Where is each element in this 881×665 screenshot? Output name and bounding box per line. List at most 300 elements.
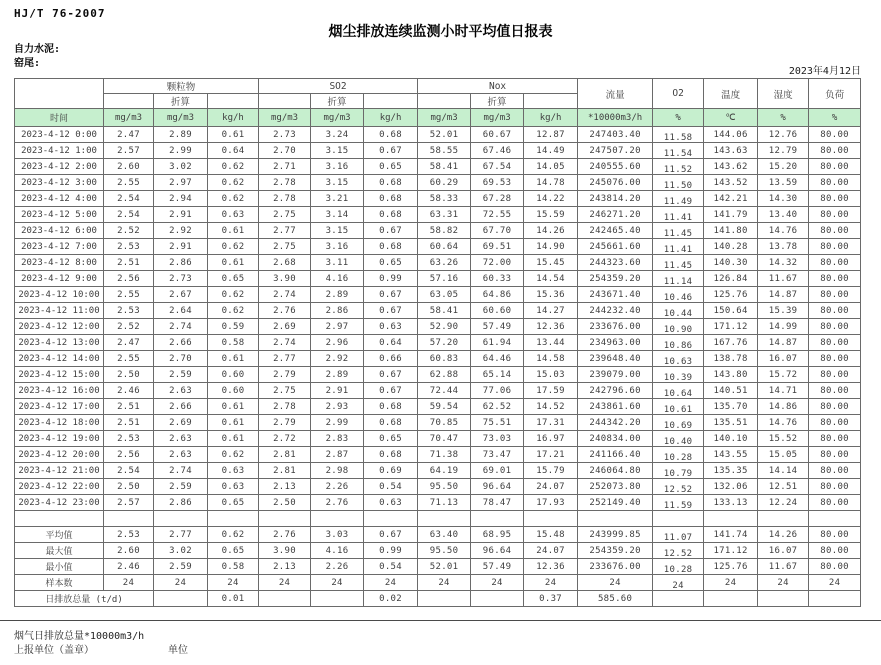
value-cell: 16.07 <box>758 351 809 367</box>
footer-divider <box>0 620 881 621</box>
data-row <box>15 127 861 143</box>
so2-group-header: SO2 <box>259 79 418 94</box>
value-cell: 10.79 <box>653 466 704 482</box>
value-cell: 80.00 <box>809 431 861 447</box>
value-cell: 60.83 <box>418 351 471 367</box>
value-cell: 80.00 <box>809 287 861 303</box>
value-cell: 0.65 <box>364 431 418 447</box>
value-cell: 3.15 <box>311 223 364 239</box>
value-cell: 2.87 <box>311 447 364 463</box>
value-cell: 14.76 <box>758 415 809 431</box>
pm-converted-unit: mg/m3 <box>154 109 208 127</box>
value-cell: 2.99 <box>154 143 208 159</box>
value-cell: 135.35 <box>704 463 758 479</box>
blank-cell <box>471 511 524 527</box>
so2-converted-header: 折算 <box>311 94 364 109</box>
value-cell: 252149.40 <box>578 495 653 511</box>
value-cell: 0.61 <box>208 431 259 447</box>
value-cell: 2.76 <box>259 303 311 319</box>
summary-value: 24 <box>758 575 809 591</box>
summary-value <box>758 591 809 607</box>
summary-value: 24 <box>578 575 653 591</box>
value-cell: 2.56 <box>104 447 154 463</box>
standard-code: HJ/T 76-2007 <box>14 7 106 20</box>
blank-cell <box>578 511 653 527</box>
value-cell: 60.60 <box>471 303 524 319</box>
value-cell: 72.00 <box>471 255 524 271</box>
summary-value <box>418 591 471 607</box>
value-cell: 10.90 <box>653 322 704 338</box>
time-cell: 2023-4-12 3:00 <box>15 175 104 191</box>
summary-value: 24 <box>418 575 471 591</box>
value-cell: 80.00 <box>809 207 861 223</box>
value-cell: 14.26 <box>524 223 578 239</box>
data-row <box>15 351 861 367</box>
value-cell: 2.89 <box>311 367 364 383</box>
value-cell: 67.70 <box>471 223 524 239</box>
value-cell: 17.21 <box>524 447 578 463</box>
value-cell: 2.72 <box>259 431 311 447</box>
time-cell: 2023-4-12 15:00 <box>15 367 104 383</box>
value-cell: 142.21 <box>704 191 758 207</box>
time-cell: 2023-4-12 6:00 <box>15 223 104 239</box>
value-cell: 0.60 <box>208 367 259 383</box>
value-cell: 0.61 <box>208 255 259 271</box>
value-cell: 14.71 <box>758 383 809 399</box>
value-cell: 0.68 <box>364 175 418 191</box>
summary-value <box>154 591 208 607</box>
value-cell: 15.39 <box>758 303 809 319</box>
value-cell: 2.74 <box>259 287 311 303</box>
value-cell: 2.73 <box>154 271 208 287</box>
value-cell: 143.52 <box>704 175 758 191</box>
value-cell: 241166.40 <box>578 447 653 463</box>
value-cell: 2.77 <box>259 223 311 239</box>
value-cell: 14.76 <box>758 223 809 239</box>
value-cell: 0.63 <box>208 207 259 223</box>
value-cell: 140.51 <box>704 383 758 399</box>
time-cell: 2023-4-12 0:00 <box>15 127 104 143</box>
value-cell: 2.92 <box>311 351 364 367</box>
value-cell: 11.59 <box>653 498 704 514</box>
value-cell: 140.10 <box>704 431 758 447</box>
time-cell: 2023-4-12 13:00 <box>15 335 104 351</box>
value-cell: 0.68 <box>364 127 418 143</box>
value-cell: 14.86 <box>758 399 809 415</box>
summary-value: 2.46 <box>104 559 154 575</box>
value-cell: 0.68 <box>364 207 418 223</box>
value-cell: 64.19 <box>418 463 471 479</box>
value-cell: 0.64 <box>208 143 259 159</box>
time-cell: 2023-4-12 14:00 <box>15 351 104 367</box>
value-cell: 58.41 <box>418 303 471 319</box>
summary-value: 2.60 <box>104 543 154 559</box>
value-cell: 80.00 <box>809 479 861 495</box>
blank-cell <box>364 94 418 109</box>
value-cell: 14.30 <box>758 191 809 207</box>
value-cell: 0.68 <box>364 191 418 207</box>
time-cell: 2023-4-12 2:00 <box>15 159 104 175</box>
value-cell: 95.50 <box>418 479 471 495</box>
value-cell: 138.78 <box>704 351 758 367</box>
summary-value: 0.02 <box>364 591 418 607</box>
summary-row <box>15 559 861 575</box>
summary-row <box>15 591 861 607</box>
value-cell: 15.72 <box>758 367 809 383</box>
summary-value: 2.77 <box>154 527 208 543</box>
value-cell: 2.86 <box>154 495 208 511</box>
value-cell: 0.65 <box>208 271 259 287</box>
value-cell: 243671.40 <box>578 287 653 303</box>
value-cell: 15.52 <box>758 431 809 447</box>
value-cell: 0.59 <box>208 319 259 335</box>
value-cell: 10.46 <box>653 290 704 306</box>
summary-value: 171.12 <box>704 543 758 559</box>
value-cell: 242465.40 <box>578 223 653 239</box>
summary-value: 80.00 <box>809 527 861 543</box>
value-cell: 0.67 <box>364 383 418 399</box>
value-cell: 70.85 <box>418 415 471 431</box>
value-cell: 10.63 <box>653 354 704 370</box>
value-cell: 80.00 <box>809 271 861 287</box>
value-cell: 244323.60 <box>578 255 653 271</box>
value-cell: 72.44 <box>418 383 471 399</box>
summary-value: 2.76 <box>259 527 311 543</box>
value-cell: 2.63 <box>154 431 208 447</box>
value-cell: 2.75 <box>259 239 311 255</box>
data-row <box>15 479 861 495</box>
data-row <box>15 319 861 335</box>
value-cell: 11.45 <box>653 226 704 242</box>
time-cell: 2023-4-12 11:00 <box>15 303 104 319</box>
value-cell: 2.47 <box>104 335 154 351</box>
value-cell: 14.54 <box>524 271 578 287</box>
summary-label: 最大值 <box>15 543 104 559</box>
value-cell: 11.58 <box>653 130 704 146</box>
value-cell: 2.53 <box>104 239 154 255</box>
value-cell: 2.94 <box>154 191 208 207</box>
value-cell: 57.49 <box>471 319 524 335</box>
load-header: 负荷 <box>809 79 861 109</box>
value-cell: 233676.00 <box>578 319 653 335</box>
value-cell: 15.79 <box>524 463 578 479</box>
summary-value: 243999.85 <box>578 527 653 543</box>
value-cell: 24.07 <box>524 479 578 495</box>
value-cell: 13.78 <box>758 239 809 255</box>
value-cell: 10.44 <box>653 306 704 322</box>
value-cell: 2.79 <box>259 367 311 383</box>
flue-gas-daily-total-label: 烟气日排放总量*10000m3/h <box>14 631 145 642</box>
value-cell: 15.05 <box>758 447 809 463</box>
value-cell: 141.80 <box>704 223 758 239</box>
data-row <box>15 143 861 159</box>
nox-group-header: Nox <box>418 79 578 94</box>
value-cell: 71.13 <box>418 495 471 511</box>
value-cell: 80.00 <box>809 303 861 319</box>
so2-converted-unit: mg/m3 <box>311 109 364 127</box>
value-cell: 2.78 <box>259 175 311 191</box>
summary-value: 0.67 <box>364 527 418 543</box>
value-cell: 10.28 <box>653 450 704 466</box>
value-cell: 73.03 <box>471 431 524 447</box>
value-cell: 80.00 <box>809 255 861 271</box>
value-cell: 2.51 <box>104 399 154 415</box>
data-row <box>15 431 861 447</box>
blank-cell <box>524 511 578 527</box>
value-cell: 80.00 <box>809 367 861 383</box>
time-cell: 2023-4-12 5:00 <box>15 207 104 223</box>
value-cell: 239079.00 <box>578 367 653 383</box>
summary-value: 3.03 <box>311 527 364 543</box>
summary-value: 0.62 <box>208 527 259 543</box>
pm-unit: mg/m3 <box>104 109 154 127</box>
blank-cell <box>154 511 208 527</box>
value-cell: 242796.60 <box>578 383 653 399</box>
pm-group-header: 颗粒物 <box>104 79 259 94</box>
value-cell: 2.68 <box>259 255 311 271</box>
value-cell: 3.15 <box>311 175 364 191</box>
value-cell: 69.51 <box>471 239 524 255</box>
value-cell: 2.97 <box>154 175 208 191</box>
value-cell: 3.11 <box>311 255 364 271</box>
value-cell: 2.75 <box>259 383 311 399</box>
value-cell: 2.55 <box>104 351 154 367</box>
value-cell: 244342.20 <box>578 415 653 431</box>
value-cell: 2.97 <box>311 319 364 335</box>
value-cell: 0.62 <box>208 159 259 175</box>
value-cell: 62.88 <box>418 367 471 383</box>
value-cell: 58.33 <box>418 191 471 207</box>
value-cell: 132.06 <box>704 479 758 495</box>
time-cell: 2023-4-12 7:00 <box>15 239 104 255</box>
summary-value: 0.99 <box>364 543 418 559</box>
value-cell: 0.62 <box>208 175 259 191</box>
value-cell: 16.97 <box>524 431 578 447</box>
value-cell: 58.41 <box>418 159 471 175</box>
value-cell: 80.00 <box>809 399 861 415</box>
value-cell: 167.76 <box>704 335 758 351</box>
value-cell: 80.00 <box>809 159 861 175</box>
value-cell: 13.44 <box>524 335 578 351</box>
value-cell: 11.45 <box>653 258 704 274</box>
value-cell: 2.46 <box>104 383 154 399</box>
value-cell: 14.90 <box>524 239 578 255</box>
summary-value: 0.65 <box>208 543 259 559</box>
time-cell: 2023-4-12 16:00 <box>15 383 104 399</box>
value-cell: 80.00 <box>809 415 861 431</box>
value-cell: 12.51 <box>758 479 809 495</box>
value-cell: 171.12 <box>704 319 758 335</box>
value-cell: 0.61 <box>208 127 259 143</box>
summary-value: 16.07 <box>758 543 809 559</box>
data-row <box>15 303 861 319</box>
summary-value: 24 <box>704 575 758 591</box>
value-cell: 80.00 <box>809 239 861 255</box>
value-cell: 52.90 <box>418 319 471 335</box>
value-cell: 17.93 <box>524 495 578 511</box>
value-cell: 2.99 <box>311 415 364 431</box>
value-cell: 2.54 <box>104 463 154 479</box>
value-cell: 10.64 <box>653 386 704 402</box>
value-cell: 143.63 <box>704 143 758 159</box>
summary-value <box>259 591 311 607</box>
summary-value: 24.07 <box>524 543 578 559</box>
value-cell: 2.74 <box>154 463 208 479</box>
value-cell: 17.59 <box>524 383 578 399</box>
summary-value: 24 <box>524 575 578 591</box>
value-cell: 234963.00 <box>578 335 653 351</box>
value-cell: 0.66 <box>364 351 418 367</box>
value-cell: 0.63 <box>364 319 418 335</box>
value-cell: 12.76 <box>758 127 809 143</box>
blank-cell <box>364 511 418 527</box>
value-cell: 0.61 <box>208 399 259 415</box>
value-cell: 0.67 <box>364 367 418 383</box>
value-cell: 2.64 <box>154 303 208 319</box>
value-cell: 3.15 <box>311 143 364 159</box>
summary-value: 95.50 <box>418 543 471 559</box>
value-cell: 60.64 <box>418 239 471 255</box>
blank-cell <box>524 94 578 109</box>
value-cell: 2.55 <box>104 287 154 303</box>
value-cell: 3.21 <box>311 191 364 207</box>
summary-value: 3.90 <box>259 543 311 559</box>
summary-value: 24 <box>259 575 311 591</box>
value-cell: 2.78 <box>259 191 311 207</box>
value-cell: 80.00 <box>809 127 861 143</box>
value-cell: 12.87 <box>524 127 578 143</box>
value-cell: 243814.20 <box>578 191 653 207</box>
blank-cell <box>809 511 861 527</box>
summary-value: 254359.20 <box>578 543 653 559</box>
time-cell: 2023-4-12 19:00 <box>15 431 104 447</box>
value-cell: 245076.00 <box>578 175 653 191</box>
value-cell: 2.86 <box>154 255 208 271</box>
summary-value: 80.00 <box>809 559 861 575</box>
value-cell: 247507.20 <box>578 143 653 159</box>
value-cell: 69.53 <box>471 175 524 191</box>
summary-value: 52.01 <box>418 559 471 575</box>
data-row <box>15 175 861 191</box>
summary-value: 24 <box>809 575 861 591</box>
value-cell: 75.51 <box>471 415 524 431</box>
time-header-spacer <box>15 79 104 109</box>
value-cell: 0.64 <box>364 335 418 351</box>
blank-cell <box>208 94 259 109</box>
value-cell: 10.61 <box>653 402 704 418</box>
value-cell: 2.98 <box>311 463 364 479</box>
value-cell: 67.54 <box>471 159 524 175</box>
value-cell: 0.67 <box>364 287 418 303</box>
summary-value: 24 <box>653 578 704 594</box>
summary-value: 12.36 <box>524 559 578 575</box>
value-cell: 11.52 <box>653 162 704 178</box>
value-cell: 10.86 <box>653 338 704 354</box>
value-cell: 0.60 <box>208 383 259 399</box>
summary-value: 585.60 <box>578 591 653 607</box>
value-cell: 2.91 <box>154 239 208 255</box>
data-row <box>15 335 861 351</box>
data-row <box>15 191 861 207</box>
value-cell: 2.52 <box>104 223 154 239</box>
value-cell: 3.16 <box>311 239 364 255</box>
time-cell: 2023-4-12 17:00 <box>15 399 104 415</box>
value-cell: 14.87 <box>758 335 809 351</box>
summary-row <box>15 527 861 543</box>
value-cell: 72.55 <box>471 207 524 223</box>
summary-row <box>15 575 861 591</box>
value-cell: 2.50 <box>104 367 154 383</box>
value-cell: 2.67 <box>154 287 208 303</box>
value-cell: 2.54 <box>104 191 154 207</box>
value-cell: 0.62 <box>208 239 259 255</box>
value-cell: 12.36 <box>524 319 578 335</box>
value-cell: 2.57 <box>104 495 154 511</box>
so2-kgh-unit: kg/h <box>364 109 418 127</box>
value-cell: 0.65 <box>208 495 259 511</box>
value-cell: 2.69 <box>154 415 208 431</box>
report-date: 2023年4月12日 <box>788 66 861 77</box>
data-row <box>15 383 861 399</box>
summary-value: 24 <box>104 575 154 591</box>
temp-unit: ℃ <box>704 109 758 127</box>
value-cell: 2.51 <box>104 255 154 271</box>
value-cell: 0.63 <box>208 479 259 495</box>
time-cell: 2023-4-12 8:00 <box>15 255 104 271</box>
company-name: 自力水泥: <box>14 44 61 55</box>
value-cell: 0.54 <box>364 479 418 495</box>
value-cell: 73.47 <box>471 447 524 463</box>
value-cell: 14.27 <box>524 303 578 319</box>
value-cell: 2.89 <box>311 287 364 303</box>
value-cell: 15.20 <box>758 159 809 175</box>
blank-cell <box>104 94 154 109</box>
value-cell: 0.67 <box>364 223 418 239</box>
value-cell: 150.64 <box>704 303 758 319</box>
value-cell: 0.62 <box>208 303 259 319</box>
value-cell: 80.00 <box>809 383 861 399</box>
value-cell: 2.50 <box>259 495 311 511</box>
value-cell: 2.59 <box>154 479 208 495</box>
value-cell: 2.66 <box>154 335 208 351</box>
time-cell: 2023-4-12 21:00 <box>15 463 104 479</box>
value-cell: 11.54 <box>653 146 704 162</box>
blank-cell <box>259 511 311 527</box>
value-cell: 2.54 <box>104 207 154 223</box>
value-cell: 96.64 <box>471 479 524 495</box>
data-row <box>15 271 861 287</box>
humidity-header: 湿度 <box>758 79 809 109</box>
summary-value: 24 <box>364 575 418 591</box>
data-row <box>15 255 861 271</box>
summary-label: 最小值 <box>15 559 104 575</box>
value-cell: 2.70 <box>259 143 311 159</box>
value-cell: 15.59 <box>524 207 578 223</box>
value-cell: 2.79 <box>259 415 311 431</box>
reporting-unit-label: 上报单位（盖章） <box>14 645 94 656</box>
value-cell: 3.90 <box>259 271 311 287</box>
nox-unit: mg/m3 <box>418 109 471 127</box>
unit-label: 单位 <box>168 645 188 656</box>
summary-value: 233676.00 <box>578 559 653 575</box>
value-cell: 17.31 <box>524 415 578 431</box>
data-row <box>15 399 861 415</box>
value-cell: 0.61 <box>208 415 259 431</box>
summary-value: 14.26 <box>758 527 809 543</box>
humidity-unit: % <box>758 109 809 127</box>
value-cell: 63.05 <box>418 287 471 303</box>
value-cell: 15.03 <box>524 367 578 383</box>
